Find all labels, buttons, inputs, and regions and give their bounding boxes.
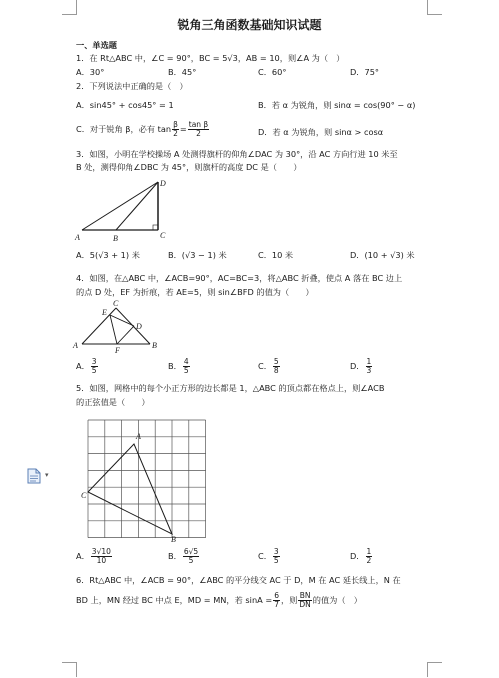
q6-stem-part-a: BD 上，MN 经过 BC 中点 E，MD = MN，若 sinA = <box>76 595 273 605</box>
q1-option-d[interactable]: D．75° <box>350 67 380 77</box>
q5-label-c: C <box>81 491 87 500</box>
q4-stem-line2: 的点 D 处，EF 为折痕，若 AE=5，则 sin∠BFD 的值为（ ） <box>76 287 314 297</box>
q3-line-ad <box>82 182 158 230</box>
chevron-down-icon[interactable]: ▾ <box>45 471 49 479</box>
q4-label-b: B <box>152 341 157 350</box>
q4-label-a: A <box>73 341 78 350</box>
q3-label-b: B <box>113 234 118 243</box>
q4-side-ac <box>82 308 116 344</box>
q1-option-a[interactable]: A．30° <box>76 67 105 77</box>
q6-fraction-bn-dn: $\frac{BN}{DN}$ <box>299 591 311 609</box>
crop-mark-top-left <box>62 0 77 15</box>
q5-label-b: B <box>171 535 176 542</box>
q3-option-d[interactable]: D．(10 + √3) 米 <box>350 250 415 260</box>
q1-option-c[interactable]: C．60° <box>258 67 287 77</box>
q3-label-c: C <box>160 231 166 240</box>
q4-option-b[interactable]: B． $\frac{4}{5}$ <box>168 357 189 375</box>
q3-line-bd <box>116 182 158 230</box>
q5-stem-line2: 的正弦值是（ ） <box>76 397 150 407</box>
q6-stem-line1: 6．Rt△ABC 中，∠ACB = 90°，∠ABC 的平分线交 AC 于 D，M 在 AC 延长线上，N 在 <box>76 575 401 585</box>
q4-option-d[interactable]: D． $\frac{1}{3}$ <box>350 357 372 375</box>
q5-option-b[interactable]: B． $\frac{6√5}{5}$ <box>168 547 199 565</box>
q1-stem: 1．在 Rt△ABC 中，∠C = 90°，BC = 5√3，AB = 10，则∠A 为（ ） <box>76 53 345 63</box>
crop-mark-bottom-left <box>62 662 77 677</box>
q5-label-a: A <box>136 432 141 441</box>
q6-stem-part-b: ，则 <box>280 595 298 605</box>
q3-option-b[interactable]: B．(√3 − 1) 米 <box>168 250 227 260</box>
q4-option-c[interactable]: C． $\frac{5}{8}$ <box>258 357 279 375</box>
q4-fold-figure <box>72 298 162 354</box>
q6-fraction-sina: $\frac{6}{7}$ <box>274 591 279 609</box>
q3-stem-line1: 3．如图，小明在学校操场 A 处测得旗杆的仰角∠DAC 为 30°，沿 AC 方向行进 10 米至 <box>76 149 398 159</box>
q4-line-ed <box>110 315 134 326</box>
q4-label-c: C <box>113 299 119 308</box>
q3-flagpole-figure <box>72 176 172 246</box>
q2-option-a[interactable]: A．sin45° + cos45° = 1 <box>76 100 174 110</box>
q4-label-d: D <box>136 322 142 331</box>
q5-option-c[interactable]: C． $\frac{3}{5}$ <box>258 547 279 565</box>
q3-label-d: D <box>160 179 166 188</box>
q5-stem-line1: 5．如图，网格中的每个小正方形的边长都是 1，△ABC 的顶点都在格点上，则∠ACB <box>76 383 385 393</box>
q4-fold-ef <box>110 315 117 344</box>
q4-label-f: F <box>115 346 120 354</box>
crop-mark-bottom-right <box>427 662 442 677</box>
document-icon[interactable] <box>27 468 41 484</box>
q2-stem: 2．下列说法中正确的是（ ） <box>76 81 188 91</box>
q5-grid-figure <box>80 412 210 542</box>
q3-label-a: A <box>75 233 80 242</box>
crop-mark-top-right <box>427 0 442 15</box>
section-heading: 一、单选题 <box>76 40 117 50</box>
q2-option-c[interactable] <box>76 121 210 138</box>
q4-stem-line1: 4．如图，在△ABC 中，∠ACB=90°，AC=BC=3，将△ABC 折叠，使点 A 落在 BC 边上 <box>76 273 403 283</box>
q2-option-b[interactable]: B．若 α 为锐角，则 sinα = cos(90° − α) <box>258 100 416 110</box>
q2-c-equals: = <box>179 124 187 134</box>
q3-option-c[interactable]: C．10 米 <box>258 250 294 260</box>
q2-c-fraction-right: $\frac{\text{tan β}}{2}$ <box>188 120 209 138</box>
q1-option-b[interactable]: B．45° <box>168 67 197 77</box>
q6-stem-part-c: 的值为（ ） <box>312 595 362 605</box>
q4-option-a[interactable]: A． $\frac{3}{5}$ <box>76 357 97 375</box>
q3-option-a[interactable]: A．5(√3 + 1) 米 <box>76 250 140 260</box>
q6-stem-line2 <box>76 592 362 609</box>
q2-c-fraction-left: $\frac{\beta}{2}$ <box>173 120 178 138</box>
q2-option-d[interactable]: D．若 α 为锐角，则 sinα > cosα <box>258 127 384 137</box>
q4-line-fd <box>117 326 134 344</box>
q5-option-d[interactable]: D． $\frac{1}{2}$ <box>350 547 372 565</box>
q5-option-a[interactable]: A． $\frac{3√10}{10}$ <box>76 547 111 565</box>
q4-label-e: E <box>102 308 107 317</box>
page-title: 锐角三角函数基础知识试题 <box>177 18 322 32</box>
q2-option-c-prefix: C．对于锐角 β，必有 tan <box>76 124 172 134</box>
q5-grid <box>88 420 206 538</box>
q3-stem-line2: B 处，测得仰角∠DBC 为 45°，则旗杆的高度 DC 是（ ） <box>76 162 302 172</box>
